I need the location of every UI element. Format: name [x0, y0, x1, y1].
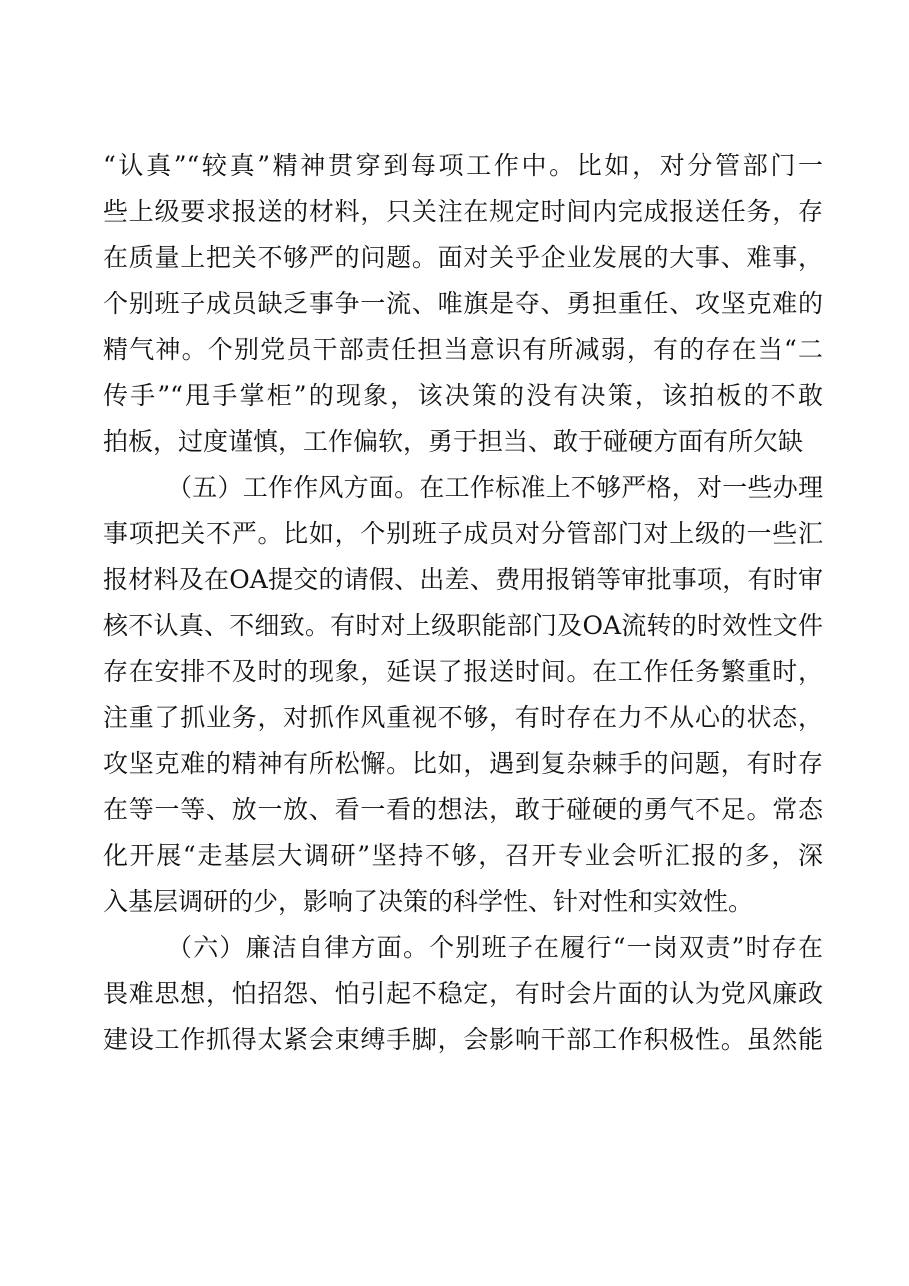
paragraph-line: 核不认真、不细致。有时对上级职能部门及OA流转的时效性文件 [103, 611, 823, 640]
paragraph-line: 些上级要求报送的材料，只关注在规定时间内完成报送任务，存 [103, 197, 823, 226]
paragraph-3 [103, 928, 823, 1060]
paragraph-1 [103, 146, 823, 462]
paragraph-line: （六）廉洁自律方面。个别班子在履行“一岗双责”时存在 [167, 933, 823, 962]
paragraph-line: 拍板，过度谨慎，工作偏软，勇于担当、敢于碰硬方面有所欠缺 [103, 427, 804, 456]
paragraph-line: 报材料及在OA提交的请假、出差、费用报销等审批事项，有时审 [103, 565, 823, 594]
paragraph-line: 精气神。个别党员干部责任担当意识有所减弱，有的存在当“二 [103, 335, 823, 364]
paragraph-line: 入基层调研的少，影响了决策的科学性、针对性和实效性。 [103, 887, 754, 916]
document-body [103, 146, 823, 1060]
paragraph-line: 攻坚克难的精神有所松懈。比如，遇到复杂棘手的问题，有时存 [103, 749, 823, 778]
paragraph-line: 注重了抓业务，对抓作风重视不够，有时存在力不从心的状态， [103, 703, 823, 732]
paragraph-line: 在等一等、放一放、看一看的想法，敢于碰硬的勇气不足。常态 [103, 795, 823, 824]
paragraph-line: 畏难思想，怕招怨、怕引起不稳定，有时会片面的认为党风廉政 [103, 979, 823, 1008]
paragraph-line: 建设工作抓得太紧会束缚手脚，会影响干部工作积极性。虽然能 [103, 1025, 823, 1054]
paragraph-line: 化开展“走基层大调研”坚持不够，召开专业会听汇报的多，深 [103, 841, 823, 870]
paragraph-line: “认真”“较真”精神贯穿到每项工作中。比如，对分管部门一 [103, 151, 823, 180]
paragraph-2 [103, 468, 823, 922]
paragraph-line: 在质量上把关不够严的问题。面对关乎企业发展的大事、难事， [103, 243, 823, 272]
paragraph-line: 存在安排不及时的现象，延误了报送时间。在工作任务繁重时， [103, 657, 823, 686]
paragraph-line: 个别班子成员缺乏事争一流、唯旗是夺、勇担重任、攻坚克难的 [103, 289, 823, 318]
paragraph-line: 事项把关不严。比如，个别班子成员对分管部门对上级的一些汇 [103, 519, 823, 548]
paragraph-line: （五）工作作风方面。在工作标准上不够严格，对一些办理 [167, 473, 823, 502]
paragraph-line: 传手”“甩手掌柜”的现象，该决策的没有决策，该拍板的不敢 [103, 381, 823, 410]
